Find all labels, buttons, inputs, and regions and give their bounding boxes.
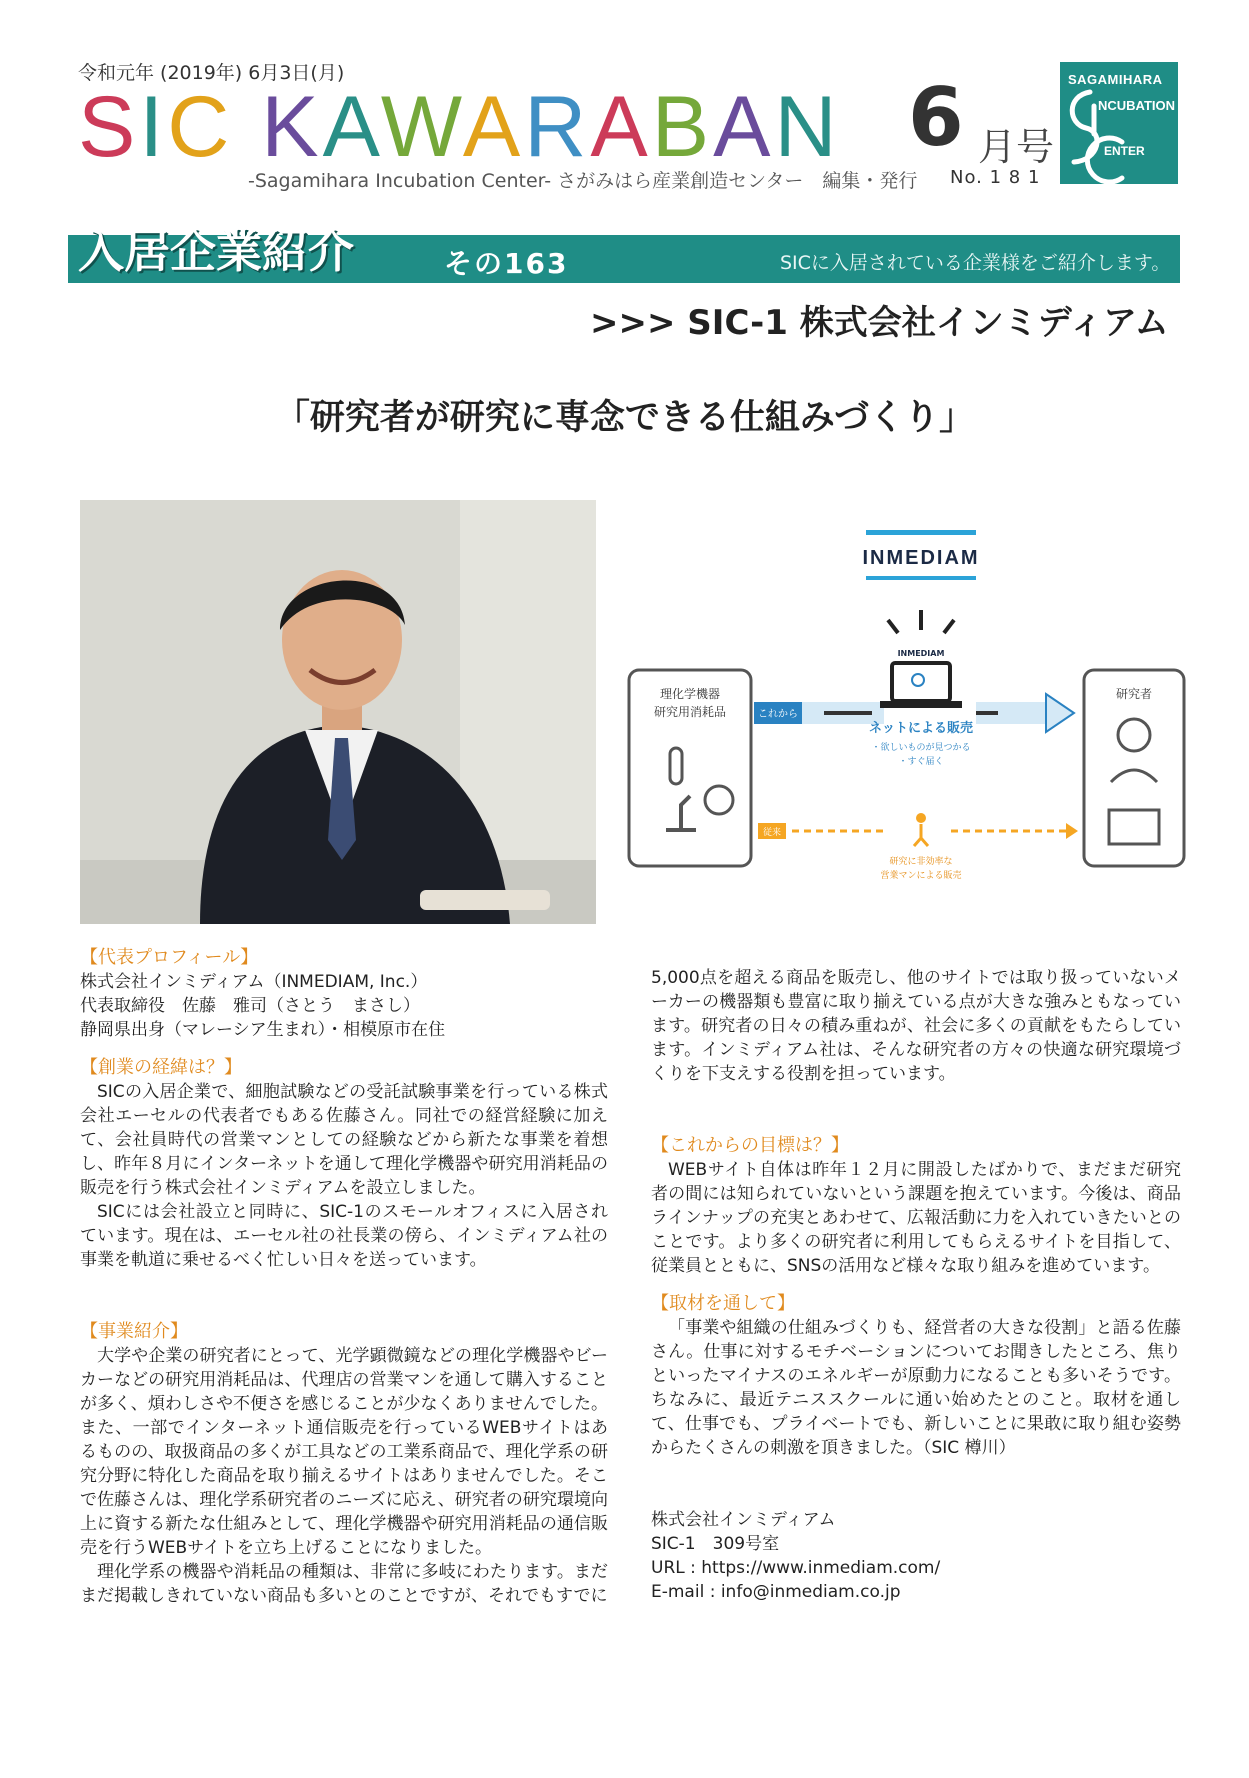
masthead-title: SIC KAWARABAN — [78, 79, 841, 175]
contact-email[interactable]: E-mail : info@inmediam.co.jp — [651, 1582, 901, 1602]
center-subtitle: -Sagamihara Incubation Center- さがみはら産業創造センター 編集・発行 — [248, 170, 918, 192]
contact-room: SIC-1 309号室 — [651, 1534, 780, 1554]
founding-paragraph: SICには会社設立と同時に、SIC-1のスモールオフィスに入居されています。現在は、エーセル社の社長業の傍ら、インミディアム社の事業を軌道に乗せるべく忙しい日々を送っています。 — [80, 1202, 608, 1270]
issue-month: 6 — [908, 71, 964, 164]
article-headline: 「研究者が研究に専念できる仕組みづくり」 — [274, 398, 975, 438]
profile-line: 代表取締役 佐藤 雅司（さとう まさし） — [80, 996, 420, 1016]
diagram-online-point2: ・すぐ届く — [898, 757, 944, 767]
founding-paragraph: SICの入居企業で、細胞試験などの受託試験事業を行っている株式会社エーセルの代表者でもある佐藤さん。同社での経営経験に加えて、会社員時代の営業マンとしての経験などから新たな事業を着想し、昨年８月にインターネットを通して理化学機器や研究用消耗品の販売を行う株式会社インミディアムを設立しました。 — [80, 1082, 608, 1198]
portrait-illustration — [80, 500, 596, 924]
diagram-legacy-caption1: 研究に非効率な — [889, 857, 953, 867]
business-heading: 【事業紹介】 — [80, 1321, 188, 1342]
salesperson-icon — [916, 813, 926, 823]
contact-company: 株式会社インミディアム — [651, 1510, 836, 1530]
goals-heading: 【これからの目標は？】 — [651, 1135, 849, 1156]
goals-paragraph: WEBサイト自体は昨年１２月に開設したばかりで、まだまだ研究者の間には知られていないという課題を抱えています。今後は、商品ラインナップの充実とあわせて、広報活動に力を入れていきたいとのことです。より多くの研究者に利用してもらえるサイトを目指して、従業員とともに、SNSの活用など様々な取り組みを進めています。 — [651, 1160, 1181, 1276]
laptop-icon — [892, 663, 950, 701]
diagram-bottom-tag: 従来 — [762, 828, 782, 838]
profile-line: 株式会社インミディアム（INMEDIAM, Inc.） — [80, 972, 428, 992]
business-paragraph: 大学や企業の研究者にとって、光学顕微鏡などの理化学機器やビーカーなどの研究用消耗品は、代理店の営業マンを通して購入することが多く、煩わしさや不便さを感じることが少なくありませんでした。また、一部でインターネット通信販売を行っているWEBサイトはあるものの、取扱商品の多くが工具などの工業系商品で、理化学系の研究分野に特化した商品を取り揃えるサイトはありませんでした。そこで佐藤さんは、理化学系研究者のニーズに応え、研究者の研究環境向上に資する新たな仕組みとして、理化学機器や研究用消耗品の通信販売を行うWEBサイトを立ち上げることになりました。 — [80, 1346, 608, 1558]
right-column — [651, 966, 1181, 1604]
diagram-online-point1: ・欲しいものが見つかる — [871, 743, 971, 753]
section-title: 入居企業紹介 — [78, 224, 354, 278]
business-paragraph: 理化学系の機器や消耗品の種類は、非常に多岐にわたります。まだまだ掲載しきれていない商品も多いとのことですが、それでもすでに — [80, 1562, 608, 1606]
profile-heading: 【代表プロフィール】 — [80, 947, 259, 968]
issue-number: No. 1 8 1 — [950, 167, 1041, 188]
issue-month-suffix: 月号 — [978, 125, 1055, 169]
diagram-top-tag: これから — [758, 709, 798, 720]
diagram-online-sales: ネットによる販売 — [868, 721, 974, 736]
diagram-brand: INMEDIAM — [862, 547, 980, 569]
diagram-right-box: 研究者 — [1115, 687, 1153, 701]
business-continuation: 5,000点を超える商品を販売し、他のサイトでは取り扱っていないメーカーの機器類も豊富に取り揃えている点が大きな強みともなっています。研究者の日々の積み重ねが、社会に多くの貢献をもたらしています。インミディアム社は、そんな研究者の方々の快適な研究環境づくりを下支えする役割を担っています。 — [651, 968, 1181, 1084]
profile-line: 静岡県出身（マレーシア生まれ）・相模原市在住 — [80, 1020, 446, 1040]
diagram-left-box-line1: 理化学機器 — [659, 687, 721, 701]
diagram-left-box-line2: 研究用消耗品 — [653, 705, 727, 719]
issue-date: 令和元年 (2019年) 6月3日(月) — [78, 62, 345, 84]
logo-line2: NCUBATION — [1098, 98, 1176, 113]
business-model-diagram — [626, 520, 1190, 890]
portrait-photo — [80, 500, 596, 924]
company-heading: >>> SIC-1 株式会社インミディアム — [590, 303, 1169, 343]
interview-paragraph: 「事業や組織の仕組みづくりも、経営者の大きな役割」と語る佐藤さん。仕事に対するモチベーションについてお聞きしたところ、焦りといったマイナスのエネルギーが原動力になることも多いそうです。ちなみに、最近テニススクールに通い始めたとのこと。取材を通して、仕事でも、プライベートでも、新しいことに果敢に取り組む姿勢からたくさんの刺激を頂きました。（SIC 樽川） — [651, 1318, 1181, 1458]
contact-url[interactable]: URL : https://www.inmediam.com/ — [651, 1558, 941, 1578]
diagram-legacy-caption2: 営業マンによる販売 — [880, 871, 962, 881]
interview-heading: 【取材を通して】 — [651, 1293, 795, 1314]
section-series: その163 — [444, 247, 569, 280]
section-caption: SICに入居されている企業様をご紹介します。 — [780, 252, 1171, 274]
left-column — [80, 946, 608, 1608]
diagram-laptop-label: INMEDIAM — [897, 649, 945, 658]
logo-line1: SAGAMIHARA — [1068, 72, 1163, 87]
founding-heading: 【創業の経緯は？】 — [80, 1057, 242, 1078]
logo-line3: ENTER — [1104, 144, 1145, 158]
sic-logo — [1060, 62, 1178, 184]
